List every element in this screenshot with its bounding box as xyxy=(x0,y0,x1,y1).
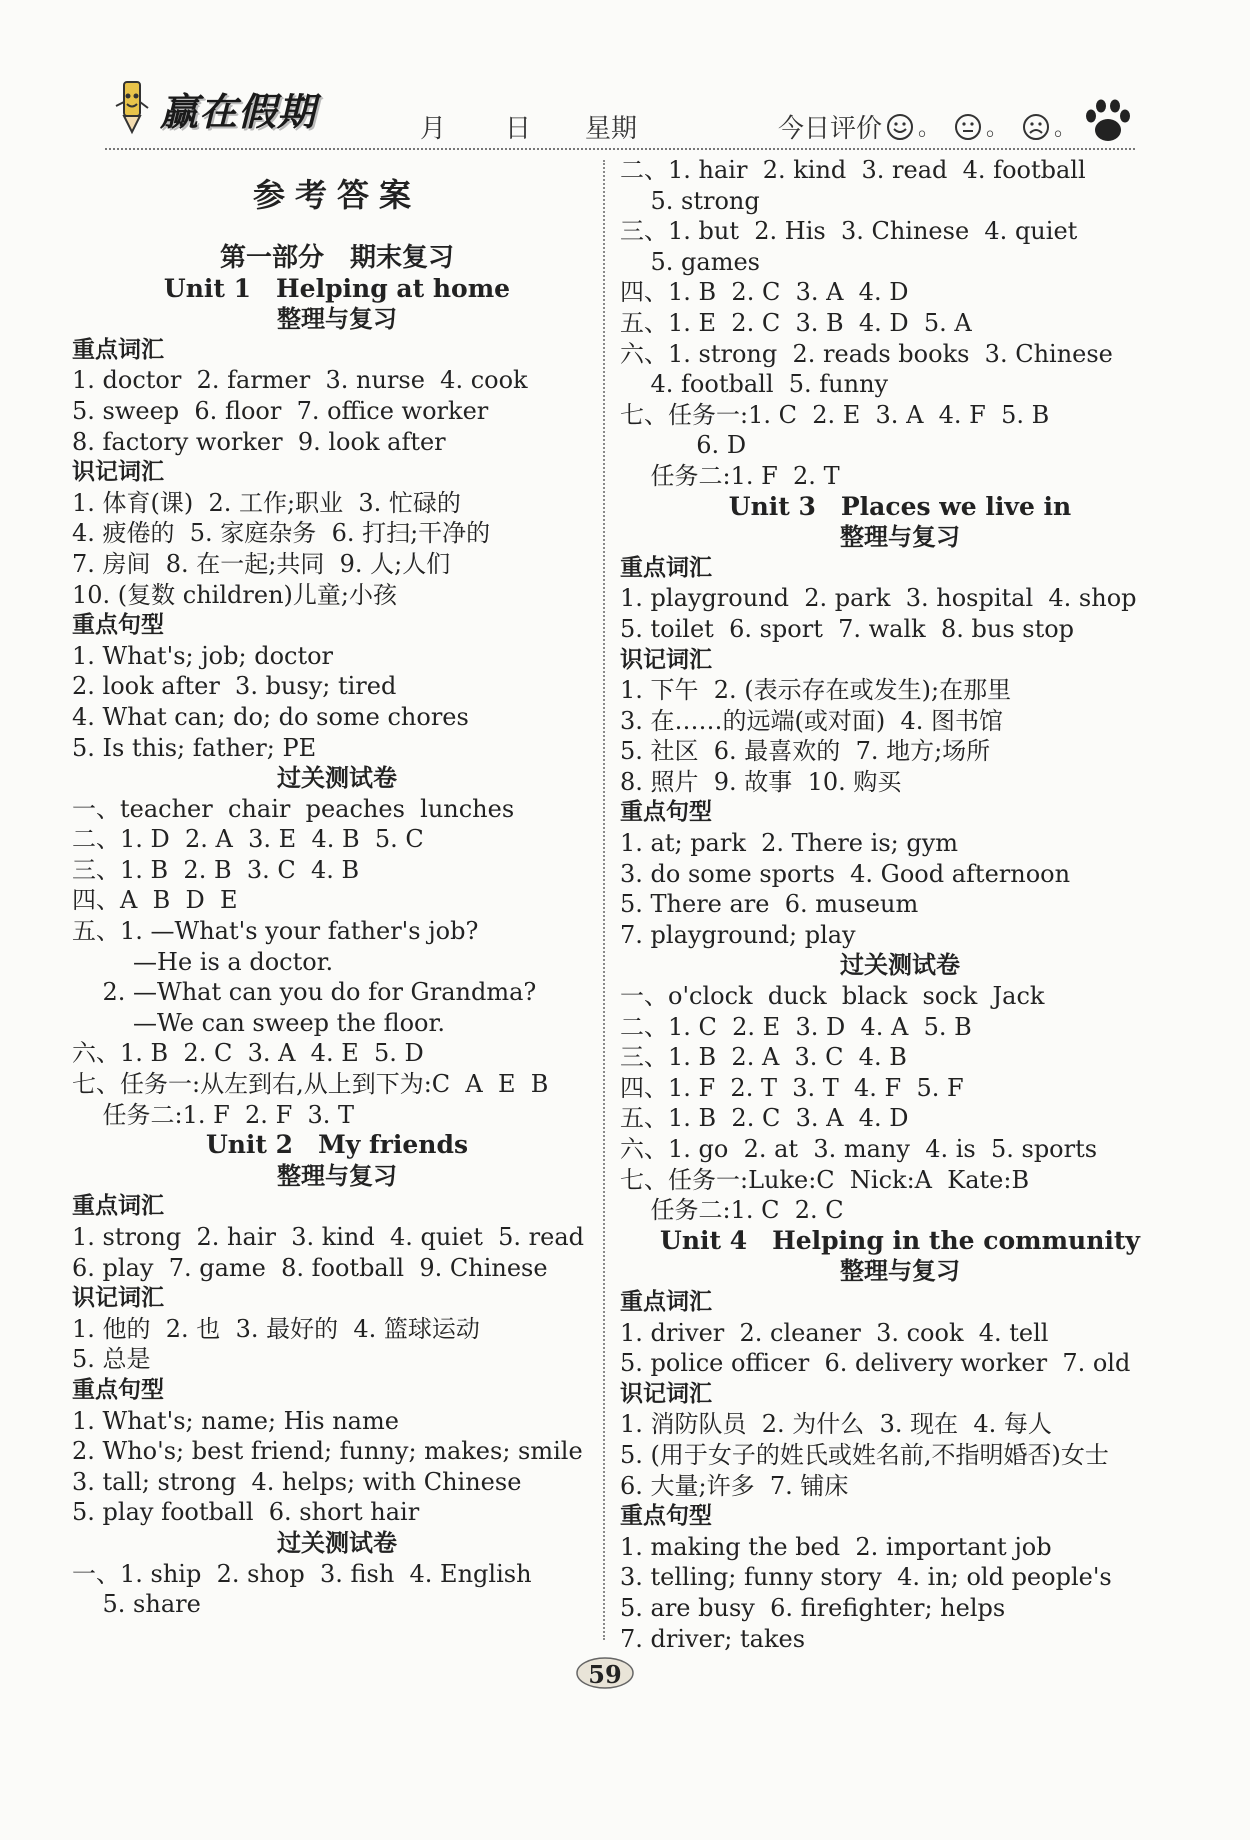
answer-line: 1. driver 2. cleaner 3. cook 4. tell xyxy=(620,1318,1049,1347)
section-label: 重点词汇 xyxy=(72,1193,164,1220)
answer-line: 1. doctor 2. farmer 3. nurse 4. cook xyxy=(72,366,528,395)
answer-line: 六、1. B 2. C 3. A 4. E 5. D xyxy=(72,1039,424,1068)
answer-line: 四、A B D E xyxy=(72,886,238,915)
page-header xyxy=(0,0,1250,150)
answer-line: 1. playground 2. park 3. hospital 4. shop xyxy=(620,584,1137,613)
answer-line: 任务二:1. F 2. F 3. T xyxy=(72,1100,355,1129)
answer-line: 1. 他的 2. 也 3. 最好的 4. 篮球运动 xyxy=(72,1314,480,1343)
column-divider xyxy=(603,160,605,1640)
left-column xyxy=(72,155,602,1620)
unit-heading: Unit 3 Places we live in xyxy=(728,491,1072,521)
answer-line: 二、1. C 2. E 3. D 4. A 5. B xyxy=(620,1012,972,1041)
section-label: 重点词汇 xyxy=(72,336,164,363)
answer-line: 3. do some sports 4. Good afternoon xyxy=(620,859,1071,888)
section-label: 重点句型 xyxy=(72,612,164,639)
page-number xyxy=(575,1656,635,1690)
answer-line: 三、1. B 2. A 3. C 4. B xyxy=(620,1043,907,1072)
answer-line: 5. police officer 6. delivery worker 7. old xyxy=(620,1349,1131,1378)
answer-line: 四、1. F 2. T 3. T 4. F 5. F xyxy=(620,1073,964,1102)
answer-line: 5. play football 6. short hair xyxy=(72,1498,420,1527)
answer-line: 5. There are 6. museum xyxy=(620,890,919,919)
answer-line: 1. at; park 2. There is; gym xyxy=(620,829,959,858)
answer-line: 7. driver; takes xyxy=(620,1624,806,1653)
sad-face-icon[interactable] xyxy=(1022,113,1050,141)
answer-line: 五、1. E 2. C 3. B 4. D 5. A xyxy=(620,308,972,337)
answer-line: 六、1. strong 2. reads books 3. Chinese xyxy=(620,339,1113,368)
answer-line: 3. tall; strong 4. helps; with Chinese xyxy=(72,1467,522,1496)
answer-line: 3. 在……的远端(或对面) 4. 图书馆 xyxy=(620,706,1004,735)
answer-line: 七、任务一:1. C 2. E 3. A 4. F 5. B xyxy=(620,400,1050,429)
subsection-heading: 过关测试卷 xyxy=(277,764,397,793)
answer-line: 二、1. D 2. A 3. E 4. B 5. C xyxy=(72,825,424,854)
answer-line: 5. 社区 6. 最喜欢的 7. 地方;场所 xyxy=(620,737,991,766)
answer-line: 8. factory worker 9. look after xyxy=(72,427,446,456)
answer-line: 五、1. B 2. C 3. A 4. D xyxy=(620,1104,909,1133)
happy-face-icon[interactable] xyxy=(886,113,914,141)
answer-line: 七、任务一:Luke:C Nick:A Kate:B xyxy=(620,1165,1030,1194)
subsection-heading: 整理与复习 xyxy=(840,1257,960,1286)
answer-line: 五、1. —What's your father's job? xyxy=(72,917,479,946)
answer-line: 6. play 7. game 8. football 9. Chinese xyxy=(72,1253,548,1282)
answer-line: 一、o'clock duck black sock Jack xyxy=(620,982,1045,1011)
answer-line: 1. 体育(课) 2. 工作;职业 3. 忙碌的 xyxy=(72,488,461,517)
header-divider xyxy=(105,148,1135,150)
answer-line: 10. (复数 children)儿童;小孩 xyxy=(72,580,397,609)
section-label: 重点句型 xyxy=(620,1503,712,1530)
section-label: 识记词汇 xyxy=(72,1285,164,1312)
answer-line: 1. 下午 2. (表示存在或发生);在那里 xyxy=(620,676,1012,705)
answer-line: 一、teacher chair peaches lunches xyxy=(72,794,515,823)
answer-line: 5. share xyxy=(72,1590,201,1619)
right-column xyxy=(620,155,1180,1654)
part-heading: 第一部分 期末复习 xyxy=(219,243,454,273)
answer-line: 4. 疲倦的 5. 家庭杂务 6. 打扫;干净的 xyxy=(72,519,491,548)
answer-line: 任务二:1. F 2. T xyxy=(620,461,840,490)
section-label: 识记词汇 xyxy=(620,646,712,673)
answer-line: 2. Who's; best friend; funny; makes; smile xyxy=(72,1437,583,1466)
section-label: 重点词汇 xyxy=(620,1288,712,1315)
answer-line: 二、1. hair 2. kind 3. read 4. football xyxy=(620,156,1086,184)
answer-line: 5. (用于女子的姓氏或姓名前,不指明婚否)女士 xyxy=(620,1440,1109,1469)
answer-line: 四、1. B 2. C 3. A 4. D xyxy=(620,278,909,307)
subsection-heading: 整理与复习 xyxy=(277,1161,397,1190)
answer-line: 7. 房间 8. 在一起;共同 9. 人;人们 xyxy=(72,549,451,578)
page-number-text: 59 xyxy=(588,1660,622,1689)
day-label: 日 xyxy=(505,114,532,144)
subsection-heading: 整理与复习 xyxy=(840,523,960,552)
answer-line: 3. telling; funny story 4. in; old people's xyxy=(620,1563,1112,1592)
section-label: 重点句型 xyxy=(72,1376,164,1403)
rating-separator: 。 xyxy=(986,116,1009,141)
rating-label: 今日评价 xyxy=(778,114,883,144)
answer-line: 6. D xyxy=(620,431,747,460)
subsection-heading: 过关测试卷 xyxy=(840,951,960,980)
answer-line: 七、任务一:从左到右,从上到下为:C A E B xyxy=(72,1070,549,1099)
answer-line: 8. 照片 9. 故事 10. 购买 xyxy=(620,767,902,796)
paw-print-icon xyxy=(1082,96,1134,146)
brand-logo xyxy=(110,78,316,138)
answer-line: 5. toilet 6. sport 7. walk 8. bus stop xyxy=(620,614,1075,643)
neutral-face-icon[interactable] xyxy=(954,113,982,141)
answer-line: 4. What can; do; do some chores xyxy=(72,702,469,731)
section-label: 识记词汇 xyxy=(72,459,164,486)
section-label: 识记词汇 xyxy=(620,1380,712,1407)
daily-rating xyxy=(778,108,1086,145)
answer-line: 三、1. but 2. His 3. Chinese 4. quiet xyxy=(620,217,1078,246)
subsection-heading: 整理与复习 xyxy=(277,305,397,334)
answer-line: 5. 总是 xyxy=(72,1345,151,1374)
unit-heading: Unit 2 My friends xyxy=(205,1130,469,1160)
pencil-mascot-icon xyxy=(110,78,154,138)
answer-line: 1. 消防队员 2. 为什么 3. 现在 4. 每人 xyxy=(620,1410,1052,1439)
unit-heading: Unit 1 Helping at home xyxy=(163,273,511,303)
subsection-heading: 过关测试卷 xyxy=(277,1528,397,1557)
answer-line: 1. strong 2. hair 3. kind 4. quiet 5. read xyxy=(72,1223,585,1251)
logo-text: 赢在假期 xyxy=(160,89,317,134)
unit-heading: Unit 4 Helping in the community xyxy=(660,1225,1140,1255)
rating-separator: 。 xyxy=(918,116,941,141)
answer-line: —He is a doctor. xyxy=(72,947,334,976)
answer-line: 4. football 5. funny xyxy=(620,370,889,399)
answer-line: 5. sweep 6. floor 7. office worker xyxy=(72,396,489,425)
page-title: 参考答案 xyxy=(252,176,421,214)
answer-line: 任务二:1. C 2. C xyxy=(620,1196,844,1225)
answer-line: 1. making the bed 2. important job xyxy=(620,1532,1052,1561)
section-label: 重点句型 xyxy=(620,799,712,826)
month-label: 月 xyxy=(420,114,447,144)
answer-line: 5. games xyxy=(620,247,760,276)
answer-line: —We can sweep the floor. xyxy=(72,1008,445,1037)
answer-line: 6. 大量;许多 7. 铺床 xyxy=(620,1471,849,1500)
answer-line: 5. strong xyxy=(620,186,760,215)
answer-line: 2. —What can you do for Grandma? xyxy=(72,978,537,1007)
answer-line: 1. What's; job; doctor xyxy=(72,641,334,670)
answer-line: 7. playground; play xyxy=(620,920,856,949)
answer-line: 5. Is this; father; PE xyxy=(72,733,317,762)
answer-line: 三、1. B 2. B 3. C 4. B xyxy=(72,855,360,884)
section-label: 重点词汇 xyxy=(620,554,712,581)
answer-line: 5. are busy 6. firefighter; helps xyxy=(620,1593,1006,1622)
answer-line: 2. look after 3. busy; tired xyxy=(72,672,397,701)
answer-line: 六、1. go 2. at 3. many 4. is 5. sports xyxy=(620,1135,1098,1163)
rating-separator: 。 xyxy=(1054,116,1077,141)
answer-line: 1. What's; name; His name xyxy=(72,1406,399,1435)
answer-line: 一、1. ship 2. shop 3. fish 4. English xyxy=(72,1559,532,1588)
weekday-label: 星期 xyxy=(585,114,638,144)
